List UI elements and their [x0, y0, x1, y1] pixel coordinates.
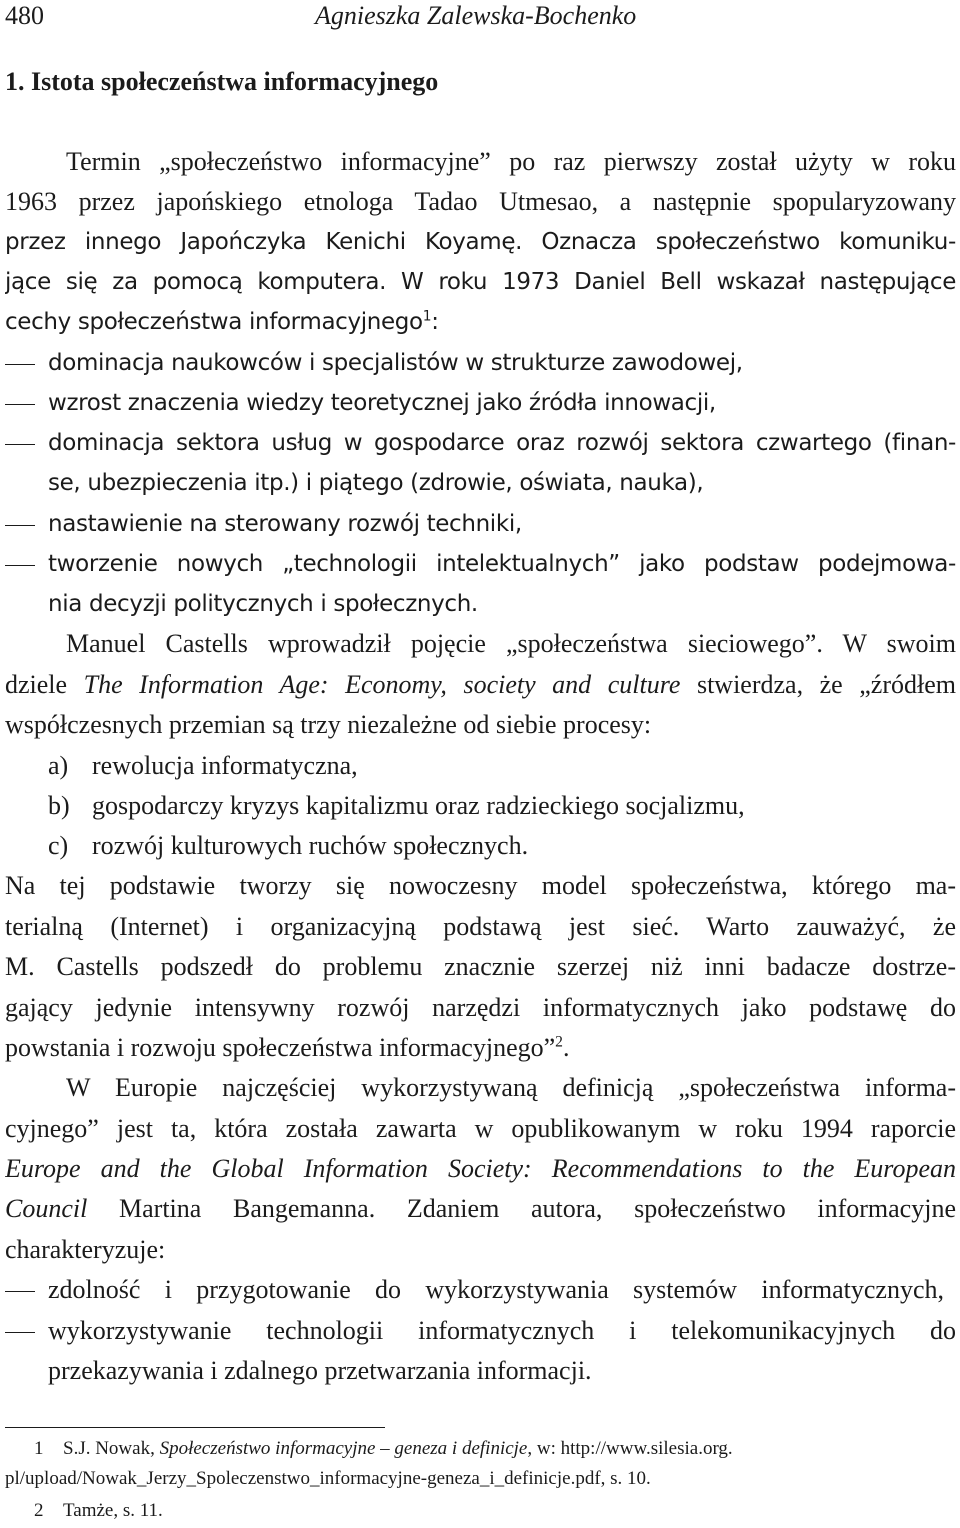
- report-title-line-2: Council: [5, 1194, 88, 1223]
- p1-line-5: [5, 302, 439, 342]
- footnote-1-rest: , w: http://www.silesia.org.: [527, 1438, 733, 1459]
- p3-line-2: terialną (Internet) i organizacyjną podstawą jest sieć. Warto zauważyć, że: [5, 912, 956, 941]
- list-marker: a): [48, 751, 69, 780]
- p3-line-5-text: powstania i rozwoju społeczeństwa informacyjnego”: [5, 1033, 556, 1062]
- list-item: wykorzystywanie technologii informatycznych i telekomunikacyjnych do: [48, 1316, 956, 1345]
- list-item-continued: se, ubezpieczenia itp.) i piątego (zdrowie, oświata, nauka),: [48, 470, 704, 496]
- footnote-1-line-1: [63, 1434, 733, 1464]
- list-dash: [5, 1332, 35, 1333]
- p4-line-5: charakteryzuje:: [5, 1235, 166, 1264]
- list-item: nastawienie na sterowany rozwój techniki,: [48, 511, 522, 537]
- p3-line-5: [5, 1028, 569, 1068]
- list-dash: [5, 404, 35, 405]
- list-item: rozwój kulturowych ruchów społecznych.: [92, 831, 529, 860]
- p2-line-3: współczesnych przemian są trzy niezależne od siebie procesy:: [5, 710, 652, 739]
- list-marker: c): [48, 831, 69, 860]
- footnote-ref-2: 2: [555, 1033, 563, 1051]
- section-title: 1. Istota społeczeństwa informacyjnego: [5, 67, 439, 96]
- footnote-1-title: Społeczeństwo informacyjne – geneza i definicje: [159, 1438, 528, 1459]
- list-item: dominacja sektora usług w gospodarce oraz rozwój sektora czwartego (finan-: [48, 430, 956, 456]
- footnote-separator: [5, 1427, 385, 1428]
- p2-line-1: Manuel Castells wprowadził pojęcie „społeczeństwa sieciowego”. W swoim: [66, 629, 956, 658]
- list-item-continued: przekazywania i zdalnego przetwarzania informacji.: [48, 1356, 592, 1385]
- page-number: 480: [5, 1, 44, 30]
- list-item: tworzenie nowych „technologii intelektualnych” jako podstaw podejmowa-: [48, 551, 956, 577]
- p4-line-4-post: Martina Bangemanna. Zdaniem autora, społeczeństwo informacyjne: [87, 1194, 956, 1223]
- footnote-1-author: S.J. Nowak,: [63, 1438, 160, 1459]
- list-item: wzrost znaczenia wiedzy teoretycznej jako źródła innowacji,: [48, 390, 716, 416]
- p4-line-4: [5, 1189, 956, 1229]
- p4-line-1: W Europie najczęściej wykorzystywaną definicją „społeczeństwa informa-: [66, 1073, 956, 1102]
- p3-line-5-end: .: [562, 1033, 570, 1062]
- list-dash: [5, 364, 35, 365]
- p2-line-2-post: stwierdza, że „źródłem: [680, 670, 956, 699]
- p2-line-2: [5, 665, 956, 705]
- footnote-2-text: Tamże, s. 11.: [63, 1500, 163, 1521]
- footnote-ref-1: 1: [422, 308, 432, 325]
- p1-line-4: jące się za pomocą komputera. W roku 1973 Daniel Bell wskazał następujące: [5, 269, 956, 295]
- list-dash: [5, 565, 35, 566]
- list-dash: [5, 525, 35, 526]
- p3-line-3: M. Castells podszedł do problemu znacznie szerzej niż inni badacze dostrze-: [5, 952, 956, 981]
- p3-line-4: gający jedynie intensywny rozwój narzędzi informatycznych jako podstawę do: [5, 993, 956, 1022]
- list-item: gospodarczy kryzys kapitalizmu oraz radzieckiego socjalizmu,: [92, 791, 745, 820]
- list-dash: [5, 1291, 35, 1292]
- running-head-author: Agnieszka Zalewska-Bochenko: [315, 1, 637, 30]
- report-title-line-1: Europe and the Global Information Society: Recommendations to the European: [5, 1154, 956, 1183]
- footnote-2-number: 2: [34, 1500, 44, 1521]
- footnote-1-line-2: pl/upload/Nowak_Jerzy_Spoleczenstwo_informacyjne-geneza_i_definicje.pdf, s. 10.: [5, 1468, 651, 1489]
- p1-line-5-end: :: [431, 309, 439, 335]
- list-item: rewolucja informatyczna,: [92, 751, 358, 780]
- list-marker: b): [48, 791, 70, 820]
- work-title-castells: The Information Age: Economy, society and culture: [83, 670, 681, 699]
- list-item-continued: nia decyzji politycznych i społecznych.: [48, 591, 478, 617]
- list-item: zdolność i przygotowanie do wykorzystywania systemów informatycznych,: [48, 1275, 944, 1304]
- p4-line-2: cyjnego” jest ta, która została zawarta w opublikowanym w roku 1994 raporcie: [5, 1114, 956, 1143]
- footnote-1-number: 1: [34, 1438, 44, 1459]
- p1-line-1: Termin „społeczeństwo informacyjne” po raz pierwszy został użyty w roku: [66, 147, 956, 176]
- p2-line-2-pre: dziele: [5, 670, 84, 699]
- list-item: dominacja naukowców i specjalistów w strukturze zawodowej,: [48, 350, 743, 376]
- p1-line-2: 1963 przez japońskiego etnologa Tadao Utmesao, a następnie spopularyzowany: [5, 187, 956, 216]
- p3-line-1: Na tej podstawie tworzy się nowoczesny model społeczeństwa, którego ma-: [5, 871, 956, 900]
- p1-line-5-text: cechy społeczeństwa informacyjnego: [5, 309, 423, 335]
- p1-line-3: przez innego Japończyka Kenichi Koyamę. Oznacza społeczeństwo komuniku-: [5, 229, 956, 255]
- list-dash: [5, 444, 35, 445]
